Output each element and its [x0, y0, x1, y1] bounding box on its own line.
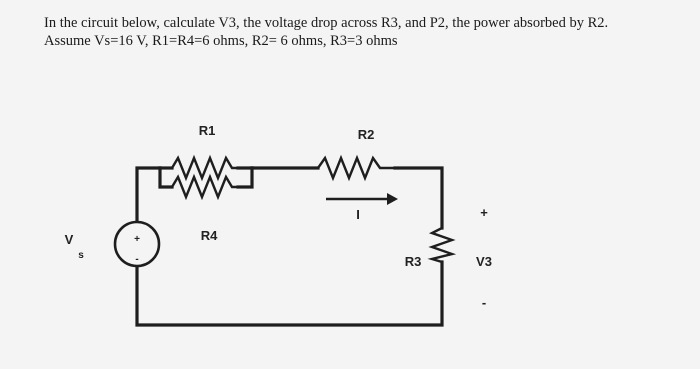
label-source: V — [64, 232, 74, 247]
label-current: I — [356, 207, 360, 222]
wire-top-right — [395, 168, 442, 228]
label-r3: R3 — [404, 254, 422, 269]
v3-plus-sign: + — [480, 205, 488, 220]
current-arrow-head — [387, 193, 398, 205]
wire-parallel-left — [160, 168, 172, 187]
resistor-r2 — [318, 158, 395, 178]
problem-line-1: In the circuit below, calculate V3, the voltage drop across R3, and P2, the power absorbed by R2. — [44, 15, 609, 31]
source-minus-sign: - — [135, 254, 139, 265]
resistor-r4 — [172, 177, 238, 197]
wire-left-top — [137, 168, 160, 221]
source-plus-sign: + — [134, 234, 140, 245]
wire-left-bottom — [137, 262, 442, 325]
label-r4: R4 — [200, 228, 218, 243]
label-source-subscript: s — [78, 250, 84, 261]
problem-line-2: Assume Vs=16 V, R1=R4=6 ohms, R2= 6 ohms, R3=3 ohms — [44, 33, 398, 49]
label-r1: R1 — [198, 123, 216, 138]
resistor-r1 — [172, 158, 238, 178]
label-r2: R2 — [357, 127, 375, 142]
wire-parallel-right — [238, 168, 252, 187]
v3-minus-sign: - — [481, 295, 487, 310]
label-v3: V3 — [476, 254, 492, 269]
resistor-r3 — [432, 228, 452, 262]
